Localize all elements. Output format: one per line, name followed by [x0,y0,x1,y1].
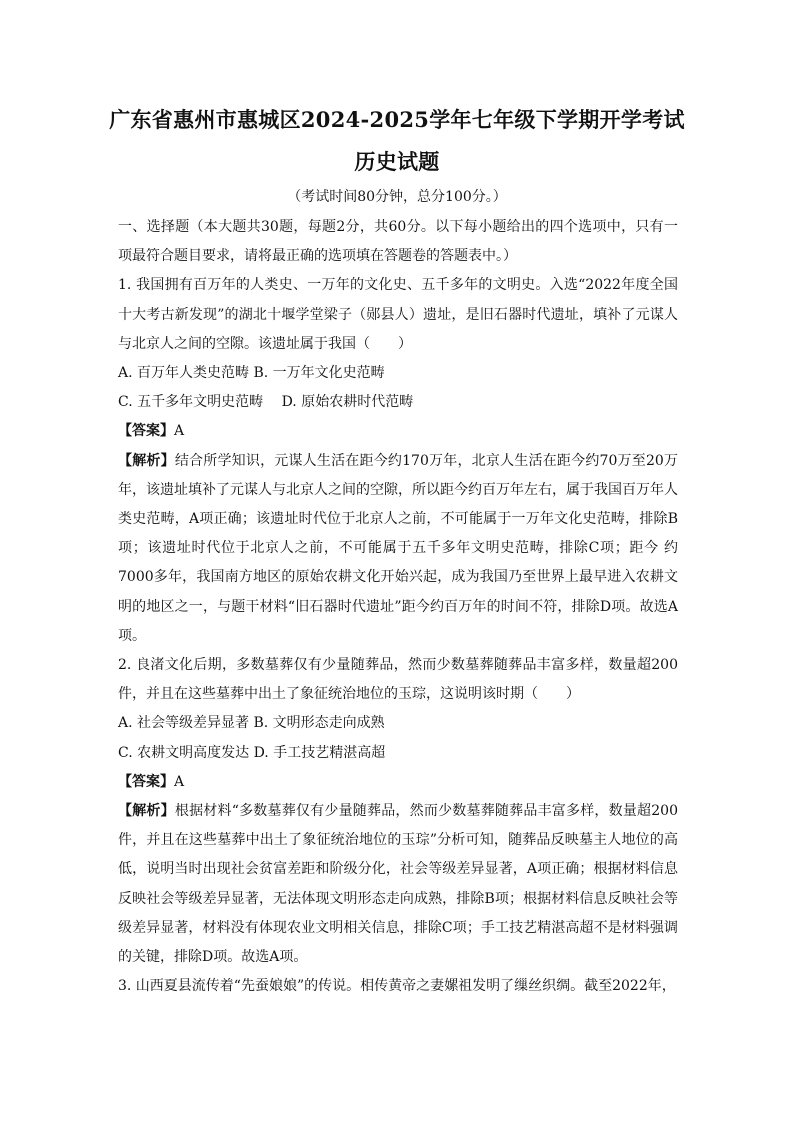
question-1-answer-value: A [174,423,185,440]
question-1-answer [118,417,678,446]
question-2-options-row-2: C. 农耕文明高度发达 D. 手工技艺精湛高超 [118,744,386,761]
question-2-analysis-text: 根据材料“多数墓葬仅有少量随葬品，然而少数墓葬随葬品丰富多样，数量超200件，并且在这些墓葬中出土了象征统治地位的玉琮”分析可知，随葬品反映墓主人地位的高低，说明当时出现社会贫富差距和阶级分化，社会等级差异显著，A项正确；根据材料信息反映社会等级差异显著，无法体现文明形态走向成熟，排除B项；根据材料信息反映社会等级差异显著，材料没有体现农业文明相关信息，排除C项；手工技艺精湛高超不是材料强调的关键，排除D项。故选A项。 [118,803,678,966]
analysis-tag: 【解析】 [118,452,175,469]
question-2-answer [118,768,678,797]
question-3-stem: 3. 山西夏县流传着“先蚕娘娘”的传说。相传黄帝之妻嫘祖发明了缫丝织绸。截至2022年， [118,978,676,995]
exam-content [118,213,678,1001]
exam-title: 广东省惠州市惠城区2024-2025学年七年级下学期开学考试 [109,107,685,132]
question-2-options-row-1: A. 社会等级差异显著 B. 文明形态走向成熟 [118,715,385,732]
question-2-analysis [118,797,678,972]
question-1-options-row-2: C. 五千多年文明史范畴 D. 原始农耕时代范畴 [118,394,414,411]
analysis-tag: 【解析】 [118,803,175,820]
answer-tag: 【答案】 [118,773,174,790]
exam-info: （考试时间80分钟，总分100分。） [287,189,507,205]
question-1-analysis-text: 结合所学知识，元谋人生活在距今约170万年，北京人生活在距今约70万至20万年，该遗址填补了元谋人与北京人之间的空隙，所以距今约百万年左右，属于我国百万年人类史范畴，A项正确；该遗址时代位于北京人之前，不可能属于一万年文化史范畴，排除B项；该遗址时代位于北京人之前，不可能属于五千多年文明史范畴，排除C项；距今 约7000多年，我国南方地区的原始农耕文化开始兴起，成为我国乃至世界上最早进入农耕文明的地区之一，与题干材料“旧石器时代遗址”距今约百万年的时间不符，排除D项。故选A项。 [118,452,678,644]
exam-subject-title: 历史试题 [354,149,440,174]
question-2-stem: 2. 良渚文化后期，多数墓葬仅有少量随葬品，然而少数墓葬随葬品丰富多样，数量超200件，并且在这些墓葬中出土了象征统治地位的玉琮，这说明该时期（ ） [118,657,678,703]
section-intro: 一、选择题（本大题共30题，每题2分，共60分。以下每小题给出的四个选项中，只有一项最符合题目要求，请将最正确的选项填在答题卷的答题表中。） [118,219,678,265]
answer-tag: 【答案】 [118,423,174,440]
question-1-analysis [118,447,678,651]
question-2-answer-value: A [174,773,185,790]
question-1-options-row-1: A. 百万年人类史范畴 B. 一万年文化史范畴 [118,365,385,382]
question-1-stem: 1. 我国拥有百万年的人类史、一万年的文化史、五千多年的文明史。入选“2022年度全国十大考古新发现”的湖北十堰学堂梁子（郧县人）遗址，是旧石器时代遗址，填补了元谋人与北京人之间的空隙。该遗址属于我国（ ） [118,277,678,352]
